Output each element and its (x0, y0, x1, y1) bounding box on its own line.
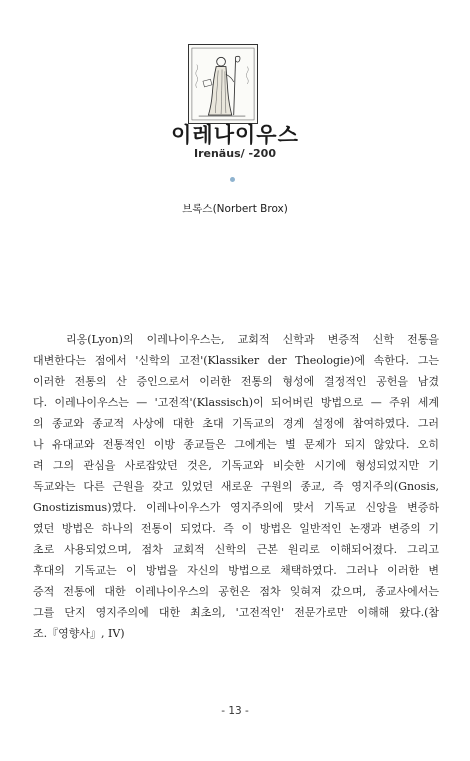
body-line: 려 그의 관심을 사로잡았던 것은, 기독교와 비슷한 시기에 형성되었지만 기 (33, 459, 439, 472)
body-line: 대변한다는 점에서 '신학의 고전'(Klassiker der Theologie)에 속한다. 그는 (33, 354, 439, 367)
author-name: 브록스(Norbert Brox) (182, 203, 288, 215)
body-line: 이러한 전통의 산 증인으로서 이러한 전통의 형성에 결정적인 공헌을 남겼 (33, 375, 439, 388)
body-line: 독교와는 다른 근원을 갖고 있었던 새로운 구원의 종교, 즉 영지주의(Gnosis, (33, 480, 439, 493)
body-line: 의 종교와 종교적 사상에 대한 초대 기독교의 경계 설정에 참여하였다. 그러 (33, 417, 439, 430)
body-line: 그를 단지 영지주의에 대한 최초의, '고전적인' 전문가로만 이해해 왔다.(참 (33, 606, 439, 619)
saint-portrait-engraving-icon (188, 44, 258, 124)
essay-title: 이레나이우스 (171, 123, 299, 147)
body-paragraph (33, 329, 439, 644)
body-line: 리옹(Lyon)의 이레나이우스는, 교회적 신학과 변증적 신학 전통을 (66, 333, 439, 346)
body-line: Gnostizismus)였다. 이레나이우스가 영지주의에 맞서 기독교 신앙을 변증하 (33, 501, 439, 514)
body-line: 였던 방법은 하나의 전통이 되었다. 즉 이 방법은 일반적인 논쟁과 변증의 기 (33, 522, 439, 535)
ornament-dot-icon (230, 177, 235, 182)
body-line: 초로 사용되었으며, 점차 교회적 신학의 근본 원리로 이해되어졌다. 그리고 (33, 543, 439, 556)
body-line: 증적 전통에 대한 이레나이우스의 공헌은 점차 잊혀져 갔으며, 종교사에서는 (33, 585, 439, 598)
body-line: 후대의 기독교는 이 방법을 자신의 방법으로 채택하였다. 그러나 이러한 변 (33, 564, 439, 577)
body-line: 다. 이레나이우스는 — '고전적'(Klassisch)이 되어버린 방법으로 — 주위 세계 (33, 396, 439, 409)
page-number: - 13 - (221, 705, 249, 717)
body-line: 나 유대교와 전통적인 이방 종교들은 그에게는 별 문제가 되지 않았다. 오히 (33, 438, 439, 451)
body-line: 조.『영향사』, IV) (33, 627, 125, 640)
essay-subtitle: Irenäus/ -200 (194, 147, 276, 160)
